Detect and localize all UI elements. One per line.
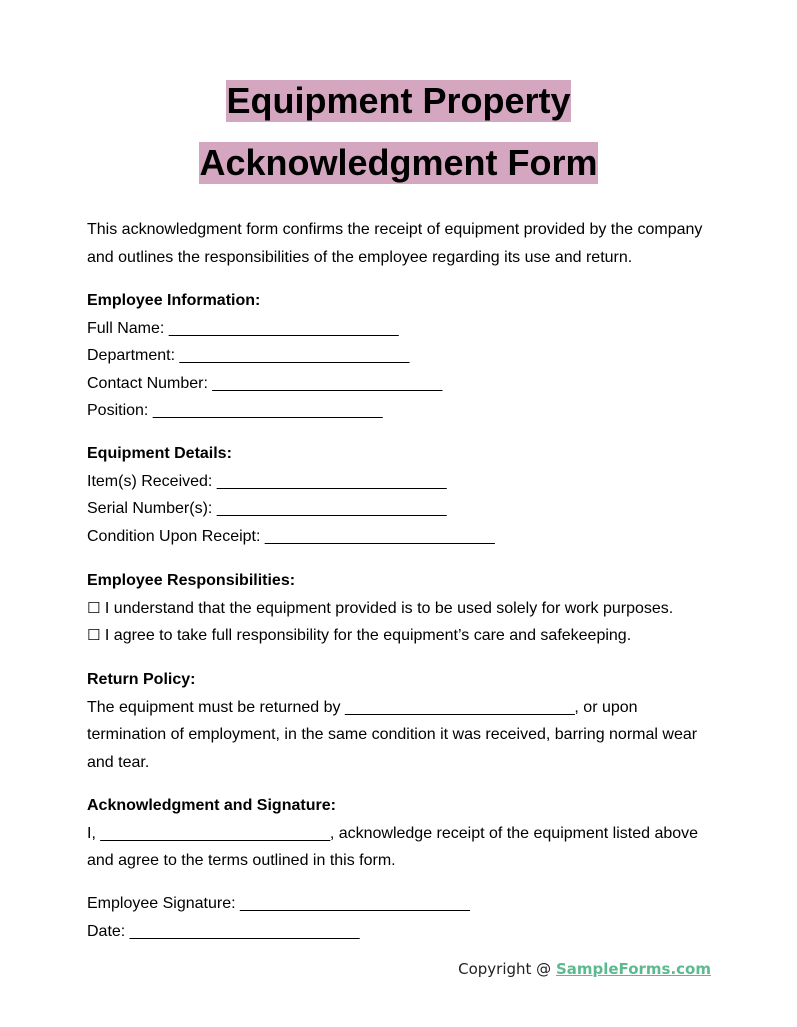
acknowledgment-section bbox=[87, 792, 717, 875]
intro-paragraph bbox=[87, 216, 717, 271]
checkbox-icon[interactable]: ☐ bbox=[87, 626, 101, 644]
date-field[interactable]: Date: ___________________________ bbox=[87, 922, 360, 940]
employee-signature-field[interactable]: Employee Signature: ___________________________ bbox=[87, 895, 470, 912]
serial-numbers-field[interactable]: Serial Number(s): ___________________________ bbox=[87, 500, 447, 517]
intro-text: This acknowledgment form confirms the receipt of equipment provided by the company and outlines the responsibilities of the employee regarding its use and return. bbox=[87, 221, 703, 266]
condition-field[interactable]: Condition Upon Receipt: ___________________________ bbox=[87, 527, 495, 545]
form-title-line-2: Acknowledgment Form bbox=[199, 142, 598, 183]
return-policy-section bbox=[87, 666, 717, 776]
responsibilities-heading: Employee Responsibilities: bbox=[87, 572, 296, 589]
equipment-details-section bbox=[87, 440, 717, 550]
checkbox-icon[interactable]: ☐ bbox=[87, 598, 101, 617]
acknowledgment-text[interactable]: I, ___________________________, acknowledge receipt of the equipment listed above and agree to the terms outlined in this form. bbox=[87, 824, 699, 869]
brand-link[interactable]: SampleForms.com bbox=[555, 960, 711, 978]
acknowledgment-heading: Acknowledgment and Signature: bbox=[87, 797, 336, 814]
employee-information-heading: Employee Information: bbox=[87, 292, 261, 309]
responsibility-item-work-use[interactable]: ☐ I understand that the equipment provided is to be used solely for work purposes. bbox=[87, 598, 674, 617]
full-name-field[interactable]: Full Name: ___________________________ bbox=[87, 319, 399, 337]
signature-section bbox=[87, 890, 717, 945]
items-received-field[interactable]: Item(s) Received: ___________________________ bbox=[87, 472, 447, 490]
contact-number-field[interactable]: Contact Number: ___________________________ bbox=[87, 374, 442, 392]
employee-information-section bbox=[87, 287, 717, 425]
return-policy-heading: Return Policy: bbox=[87, 671, 196, 688]
responsibilities-section bbox=[87, 567, 717, 650]
form-title-line-1: Equipment Property bbox=[226, 80, 571, 121]
return-policy-text[interactable]: The equipment must be returned by ___________________________, or upon termination of employment, in the same condition it was received, barring normal wear and tear. bbox=[87, 698, 698, 771]
footer-copyright: Copyright @ SampleForms.com bbox=[458, 960, 711, 978]
department-field[interactable]: Department: ___________________________ bbox=[87, 347, 409, 364]
position-field[interactable]: Position: ___________________________ bbox=[87, 402, 383, 419]
responsibility-item-care[interactable]: ☐ I agree to take full responsibility for the equipment’s care and safekeeping. bbox=[87, 626, 632, 644]
equipment-details-heading: Equipment Details: bbox=[87, 445, 232, 462]
